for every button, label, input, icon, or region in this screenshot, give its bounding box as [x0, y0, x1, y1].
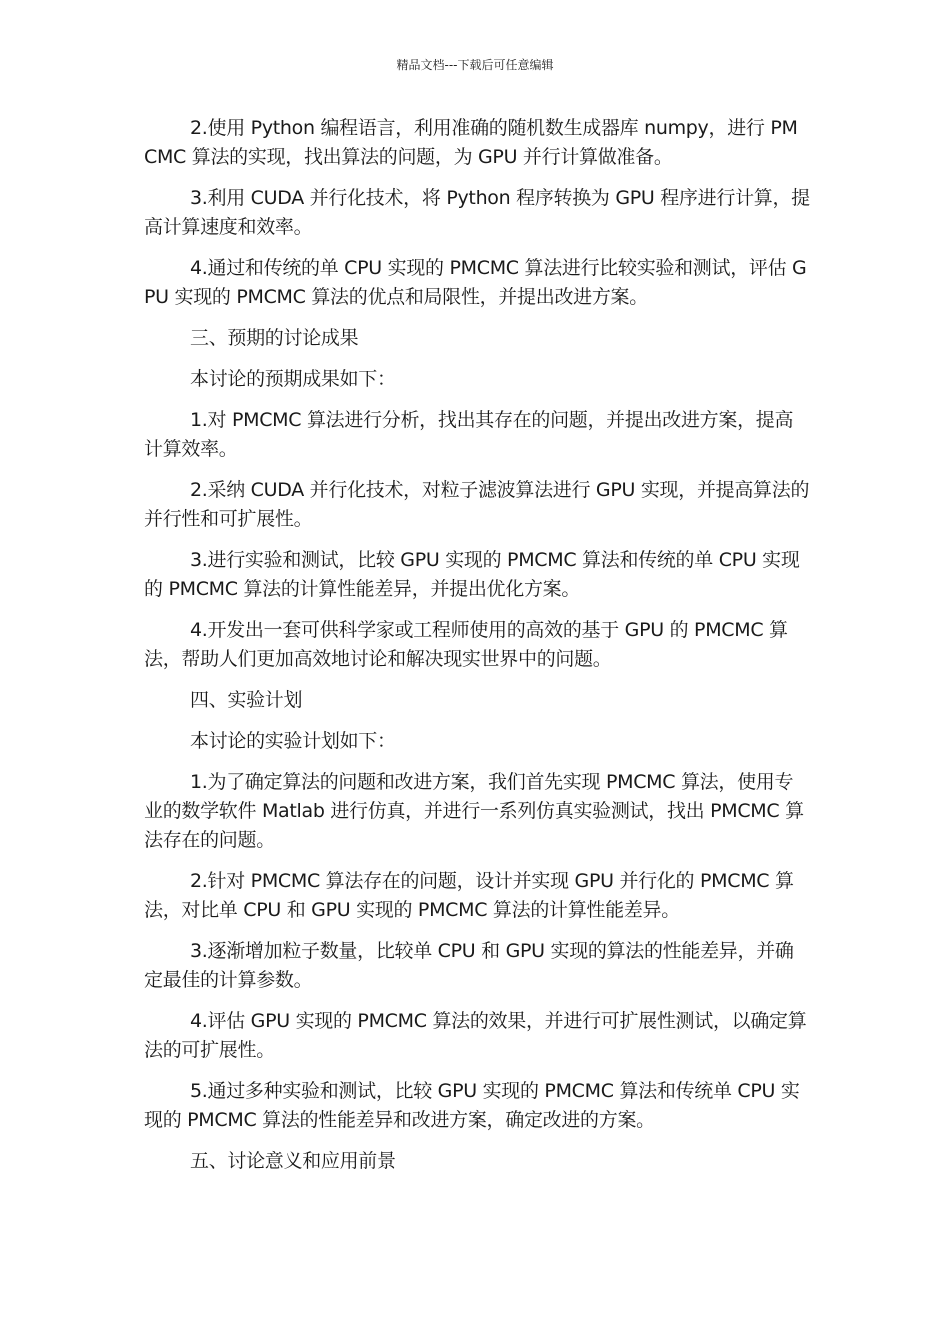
paragraph-plan-1: 1.为了确定算法的问题和改进方案，我们首先实现 PMCMC 算法，使用专业的数学软件 Matlab 进行仿真，并进行一系列仿真实验测试，找出 PMCMC 算法存在的问题。: [144, 771, 804, 851]
section-heading-expected-results: 三、预期的讨论成果: [190, 327, 359, 349]
paragraph-plan-2: 2.针对 PMCMC 算法存在的问题，设计并实现 GPU 并行化的 PMCMC 算法，对比单 CPU 和 GPU 实现的 PMCMC 算法的计算性能差异。: [144, 870, 794, 921]
paragraph-result-3: 3.进行实验和测试，比较 GPU 实现的 PMCMC 算法和传统的单 CPU 实现的 PMCMC 算法的计算性能差异，并提出优化方案。: [144, 549, 800, 600]
paragraph-result-4: 4.开发出一套可供科学家或工程师使用的高效的基于 GPU 的 PMCMC 算法，帮助人们更加高效地讨论和解决现实世界中的问题。: [144, 619, 788, 670]
paragraph-method-2: 2.使用 Python 编程语言，利用准确的随机数生成器库 numpy，进行 PMCMC 算法的实现，找出算法的问题，为 GPU 并行计算做准备。: [144, 117, 798, 168]
paragraph-plan-4: 4.评估 GPU 实现的 PMCMC 算法的效果，并进行可扩展性测试，以确定算法的可扩展性。: [144, 1010, 807, 1061]
section-heading-significance: 五、讨论意义和应用前景: [190, 1150, 396, 1172]
page-header: 精品文档---下载后可任意编辑: [396, 58, 554, 72]
paragraph-results-intro: 本讨论的预期成果如下：: [190, 368, 396, 390]
paragraph-result-2: 2.采纳 CUDA 并行化技术，对粒子滤波算法进行 GPU 实现，并提高算法的并行性和可扩展性。: [144, 479, 810, 530]
paragraph-plan-intro: 本讨论的实验计划如下：: [190, 730, 396, 752]
document-body: [144, 114, 810, 1188]
paragraph-method-3: 3.利用 CUDA 并行化技术，将 Python 程序转换为 GPU 程序进行计算，提高计算速度和效率。: [144, 187, 810, 238]
paragraph-plan-5: 5.通过多种实验和测试，比较 GPU 实现的 PMCMC 算法和传统单 CPU 实现的 PMCMC 算法的性能差异和改进方案，确定改进的方案。: [144, 1080, 800, 1131]
paragraph-plan-3: 3.逐渐增加粒子数量，比较单 CPU 和 GPU 实现的算法的性能差异，并确定最佳的计算参数。: [144, 940, 794, 991]
paragraph-method-4: 4.通过和传统的单 CPU 实现的 PMCMC 算法进行比较实验和测试，评估 GPU 实现的 PMCMC 算法的优点和局限性，并提出改进方案。: [144, 257, 807, 308]
section-heading-experiment-plan: 四、实验计划: [190, 689, 303, 711]
paragraph-result-1: 1.对 PMCMC 算法进行分析，找出其存在的问题，并提出改进方案，提高计算效率。: [144, 409, 794, 460]
